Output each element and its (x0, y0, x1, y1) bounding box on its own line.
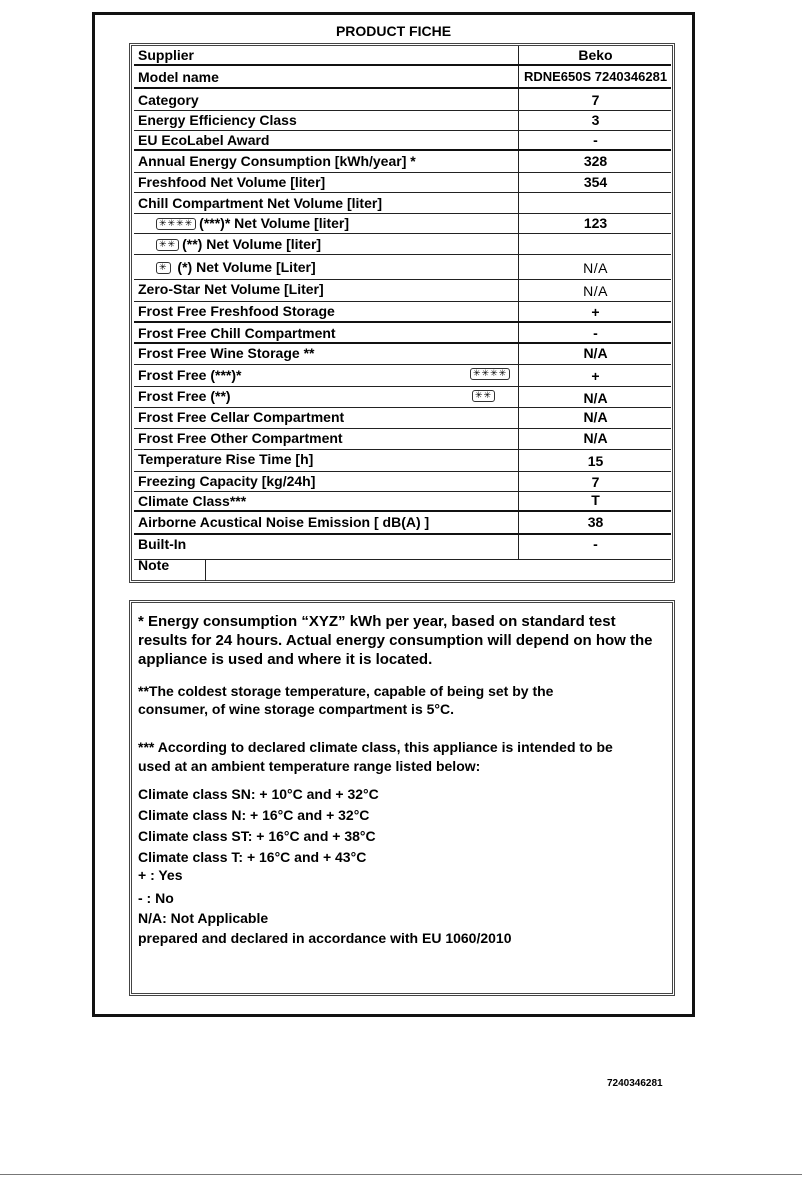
legend-not-applicable: N/A: Not Applicable (138, 910, 269, 926)
row-label: (***)* Net Volume [liter] (199, 215, 350, 231)
row-value: - (593, 536, 598, 552)
row-value: N/A (583, 430, 608, 446)
table-row (134, 302, 671, 323)
row-label: Supplier (138, 47, 195, 63)
row-value: + (591, 304, 600, 320)
row-value: N/A (583, 283, 608, 299)
row-label: Freezing Capacity [kg/24h] (138, 473, 316, 489)
row-value: 354 (583, 174, 608, 190)
row-label: Category (138, 92, 199, 108)
table-row (134, 387, 671, 408)
one-star-freezer-icon: ✳ (156, 262, 171, 274)
row-value: N/A (583, 345, 608, 361)
row-label: Built-In (138, 536, 187, 552)
legend-yes: + : Yes (138, 867, 183, 883)
climate-class-st: Climate class ST: + 16°C and + 38°C (138, 828, 376, 844)
climate-class-n: Climate class N: + 16°C and + 32°C (138, 807, 370, 823)
row-value: 3 (591, 112, 600, 128)
row-value: N/A (583, 409, 608, 425)
legend-no: - : No (138, 890, 174, 906)
table-row (134, 194, 671, 214)
row-label: Climate Class*** (138, 493, 247, 509)
table-row (134, 492, 671, 512)
row-value: 38 (587, 514, 604, 530)
table-row (134, 535, 671, 560)
wine-footnote-line-1: **The coldest storage temperature, capable of being set by the (138, 683, 554, 699)
table-row (134, 429, 671, 450)
table-row (134, 323, 671, 344)
row-label: (*) Net Volume [Liter] (173, 259, 316, 275)
table-row (134, 46, 671, 66)
table-row (134, 512, 671, 535)
page-bottom-rule (0, 1174, 802, 1175)
climate-footnote-line-1: *** According to declared climate class, this appliance is intended to be (138, 739, 613, 755)
row-value: 123 (583, 215, 608, 231)
note-label: Note (138, 557, 170, 573)
wine-footnote-line-2: consumer, of wine storage compartment is 5°C. (138, 701, 455, 717)
row-label: Airborne Acustical Noise Emission [ dB(A) ] (138, 514, 430, 530)
row-label: Frost Free Chill Compartment (138, 325, 336, 341)
row-label: Frost Free Cellar Compartment (138, 409, 345, 425)
row-value: T (591, 492, 600, 508)
table-row (134, 280, 671, 302)
row-label: Energy Efficiency Class (138, 112, 297, 128)
table-row (134, 214, 671, 234)
row-label: Frost Free (***)* (138, 367, 242, 383)
row-label: (**) Net Volume [liter] (182, 236, 322, 252)
table-row (134, 173, 671, 193)
table-row (134, 89, 671, 111)
row-label: Frost Free (**) (138, 388, 231, 404)
four-star-freezer-icon: ✳✳✳✳ (156, 218, 196, 230)
table-row (134, 235, 671, 255)
table-row (134, 111, 671, 131)
table-row (134, 344, 671, 365)
table-row (134, 472, 671, 492)
row-label: Freshfood Net Volume [liter] (138, 174, 326, 190)
row-value: RDNE650S 7240346281 (523, 69, 668, 84)
row-label: Frost Free Other Compartment (138, 430, 343, 446)
energy-footnote: * Energy consumption “XYZ” kWh per year, based on standard test results for 24 hours. Actual energy consumption will depend on how the appliance is used and where it is located. (138, 613, 653, 668)
row-label: Frost Free Freshfood Storage (138, 303, 335, 319)
row-value: - (593, 325, 598, 341)
regulation-declaration: prepared and declared in accordance with EU 1060/2010 (138, 930, 512, 946)
row-value: N/A (583, 390, 608, 406)
two-star-freezer-icon: ✳✳ (156, 239, 179, 251)
row-value: 328 (583, 153, 608, 169)
row-label: Zero-Star Net Volume [Liter] (138, 281, 324, 297)
climate-class-t: Climate class T: + 16°C and + 43°C (138, 849, 367, 865)
table-row (134, 365, 671, 387)
document-code: 7240346281 (607, 1078, 663, 1089)
row-value: + (591, 368, 600, 384)
note-divider (205, 560, 206, 581)
row-value: 15 (587, 453, 604, 469)
table-row (134, 450, 671, 472)
row-label: Model name (138, 69, 219, 85)
row-value: N/A (583, 260, 608, 276)
climate-class-sn: Climate class SN: + 10°C and + 32°C (138, 786, 379, 802)
page-title: PRODUCT FICHE (335, 23, 452, 39)
note-row (134, 557, 671, 581)
climate-footnote-line-2: used at an ambient temperature range listed below: (138, 758, 481, 774)
row-label: Temperature Rise Time [h] (138, 451, 314, 467)
row-value: - (593, 132, 598, 148)
table-row (134, 131, 671, 151)
row-value: Beko (578, 47, 613, 63)
table-row (134, 151, 671, 173)
table-row (134, 256, 671, 280)
row-label: Chill Compartment Net Volume [liter] (138, 195, 382, 211)
row-label: EU EcoLabel Award (138, 132, 270, 148)
table-row (134, 66, 671, 89)
row-value: 7 (591, 474, 600, 490)
table-row (134, 408, 671, 429)
four-star-freezer-icon: ✳✳✳✳ (470, 368, 510, 380)
row-value: 7 (591, 92, 600, 108)
two-star-freezer-icon: ✳✳ (472, 390, 495, 402)
row-label: Annual Energy Consumption [kWh/year] * (138, 153, 416, 169)
row-label: Frost Free Wine Storage ** (138, 345, 315, 361)
